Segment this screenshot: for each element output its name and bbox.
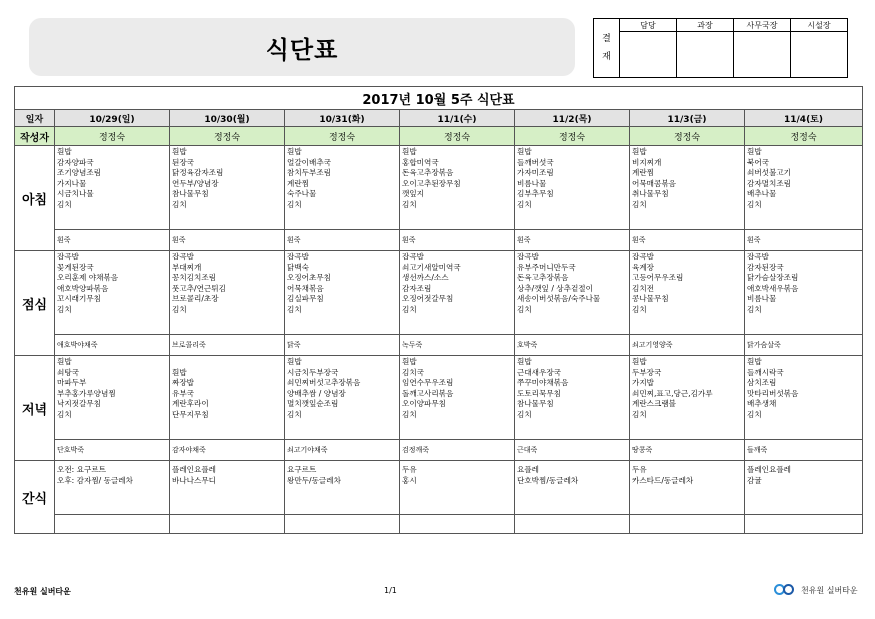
menu-cell xyxy=(170,146,285,230)
date-cell: 10/30(월) xyxy=(170,110,285,127)
menu-item: 김치 xyxy=(517,304,532,314)
writer-cell: 정정숙 xyxy=(285,127,400,146)
menu-item: 얼갈이배추국 xyxy=(287,157,332,167)
menu-item: 참나물무침 xyxy=(172,189,209,199)
menu-cell xyxy=(630,356,745,440)
porridge-cell: 흰죽 xyxy=(515,230,630,251)
menu-item: 김치 xyxy=(402,409,417,419)
meal-label-snack: 간식 xyxy=(15,461,55,534)
blank-cell xyxy=(400,515,515,534)
approval-box xyxy=(593,18,848,78)
date-label: 일자 xyxy=(15,110,55,127)
menu-item: 깻잎지 xyxy=(402,189,425,199)
snack-cell xyxy=(400,461,515,515)
menu-item: 유부국 xyxy=(172,388,195,398)
menu-item: 삼치조림 xyxy=(747,378,777,388)
porridge-cell: 녹두죽 xyxy=(400,335,515,356)
menu-item: 흰밥 xyxy=(172,367,187,377)
menu-item: 꽁치김치조림 xyxy=(172,273,217,283)
porridge-cell: 흰죽 xyxy=(285,230,400,251)
menu-item: 김치 xyxy=(747,304,762,314)
menu-cell xyxy=(170,356,285,440)
menu-item: 잡곡밥 xyxy=(517,252,540,261)
menu-item: 브로콜리/초장 xyxy=(172,294,219,304)
menu-item: 흰밥 xyxy=(402,357,417,366)
menu-item: 닭가슴살장조림 xyxy=(747,273,799,283)
menu-cell xyxy=(630,146,745,230)
menu-item: 배추나물 xyxy=(747,189,777,199)
snack-cell xyxy=(285,461,400,515)
menu-item: 시금치두부장국 xyxy=(287,367,339,377)
porridge-cell: 감자야채죽 xyxy=(170,440,285,461)
menu-item: 김치 xyxy=(57,199,72,209)
porridge-cell: 땅콩죽 xyxy=(630,440,745,461)
menu-item: 흰밥 xyxy=(57,147,72,156)
breakfast-row xyxy=(15,146,863,230)
menu-item: 감자된장국 xyxy=(747,262,784,272)
menu-item: 비지찌개 xyxy=(632,157,662,167)
approval-sign-cell[interactable] xyxy=(677,32,734,78)
porridge-cell: 애호박야채죽 xyxy=(55,335,170,356)
menu-item: 계란후라이 xyxy=(172,399,209,409)
menu-item: 근대새우장국 xyxy=(517,367,562,377)
menu-item: 고등어무우조림 xyxy=(632,273,684,283)
menu-item: 짜장밥 xyxy=(172,378,195,388)
menu-cell xyxy=(400,356,515,440)
menu-cell xyxy=(285,356,400,440)
menu-item: 된장국 xyxy=(172,157,195,167)
menu-item: 비름나물 xyxy=(747,294,777,304)
menu-item: 김치 xyxy=(57,304,72,314)
menu-cell xyxy=(285,146,400,230)
menu-item: 잡곡밥 xyxy=(172,252,195,261)
menu-item: 북어국 xyxy=(747,157,770,167)
writer-cell: 정정숙 xyxy=(400,127,515,146)
menu-cell xyxy=(170,251,285,335)
menu-item: 잡곡밥 xyxy=(747,252,770,261)
menu-item: 김치 xyxy=(517,409,532,419)
approval-sign-cell[interactable] xyxy=(791,32,848,78)
menu-item: 꼬시래기무침 xyxy=(57,294,102,304)
menu-item: 쇠민찌,표고,당근,김가루 xyxy=(632,388,713,398)
menu-item: 흰밥 xyxy=(632,147,647,156)
menu-item: 감자멸치조림 xyxy=(747,178,792,188)
menu-item: 계란찜 xyxy=(287,178,310,188)
menu-item: 감자양파국 xyxy=(57,157,94,167)
table-caption: 2017년 10월 5주 식단표 xyxy=(15,87,863,110)
menu-item: 요구르트 xyxy=(287,465,317,474)
menu-item: 유부주머니만두국 xyxy=(517,262,576,272)
menu-item: 콩나물무침 xyxy=(632,294,669,304)
menu-item: 왕만두/동글레차 xyxy=(287,475,341,485)
menu-item: 오징어초무침 xyxy=(287,273,332,283)
menu-item: 김치 xyxy=(632,409,647,419)
menu-item: 김치 xyxy=(287,199,302,209)
menu-item: 플레인요플레 xyxy=(747,465,792,474)
menu-item: 김실파무침 xyxy=(287,294,324,304)
menu-item: 김치 xyxy=(402,199,417,209)
menu-item: 닭백숙 xyxy=(287,262,310,272)
menu-item: 상추/깻잎 / 상추겉절이 xyxy=(517,283,593,293)
snack-cell xyxy=(55,461,170,515)
menu-cell xyxy=(400,146,515,230)
menu-item: 애호박양파볶음 xyxy=(57,283,109,293)
menu-item: 임연수무우조림 xyxy=(402,378,454,388)
menu-item: 쇠탕국 xyxy=(57,367,80,377)
menu-item: 비름나물 xyxy=(517,178,547,188)
menu-cell xyxy=(630,251,745,335)
menu-item: 들깨시락국 xyxy=(747,367,784,377)
logo-text: 천유원 실버타운 xyxy=(801,585,858,595)
porridge-cell: 흰죽 xyxy=(630,230,745,251)
menu-item: 흰밥 xyxy=(287,357,302,366)
menu-cell xyxy=(515,356,630,440)
menu-item: 취나물무침 xyxy=(632,189,669,199)
menu-item: 김치 xyxy=(172,199,187,209)
menu-item: 김치 xyxy=(402,304,417,314)
menu-item: 홍합미역국 xyxy=(402,157,439,167)
menu-item: 부대찌개 xyxy=(172,262,202,272)
menu-item: 풋고추/연근튀김 xyxy=(172,283,226,293)
menu-item: 요플레 xyxy=(517,465,540,474)
porridge-cell: 흰죽 xyxy=(745,230,863,251)
menu-item: 새송이버섯볶음/숙주나물 xyxy=(517,294,601,304)
footer-logo xyxy=(774,582,858,598)
approval-sign-cell[interactable] xyxy=(620,32,677,78)
porridge-cell: 단호박죽 xyxy=(55,440,170,461)
writer-cell: 정정숙 xyxy=(170,127,285,146)
menu-item: 바나나스무디 xyxy=(172,475,217,485)
lunch-row xyxy=(15,251,863,335)
menu-item: 김치 xyxy=(632,199,647,209)
menu-item: 김치 xyxy=(517,199,532,209)
date-cell: 11/2(목) xyxy=(515,110,630,127)
menu-item: 흰밥 xyxy=(747,147,762,156)
porridge-cell: 닭가슴살죽 xyxy=(745,335,863,356)
approval-label: 결 재 xyxy=(594,19,620,78)
menu-item: 애호박새우볶음 xyxy=(747,283,799,293)
menu-item: 감귤 xyxy=(747,475,762,485)
menu-item: 들깨버섯국 xyxy=(517,157,554,167)
menu-item: 흰밥 xyxy=(632,357,647,366)
menu-cell xyxy=(55,146,170,230)
menu-item: 꽃게된장국 xyxy=(57,262,94,272)
blank-cell xyxy=(285,515,400,534)
menu-cell xyxy=(55,251,170,335)
menu-item: 맛타리버섯볶음 xyxy=(747,388,799,398)
menu-item: 흰밥 xyxy=(517,357,532,366)
menu-item: 김치 xyxy=(172,304,187,314)
menu-item: 흰밥 xyxy=(172,147,187,156)
porridge-cell: 흰죽 xyxy=(400,230,515,251)
menu-item: 홍시 xyxy=(402,475,417,485)
menu-cell xyxy=(745,356,863,440)
menu-item: 김치 xyxy=(747,409,762,419)
snack-row xyxy=(15,461,863,515)
menu-item: 배추생채 xyxy=(747,399,777,409)
menu-item: 잡곡밥 xyxy=(632,252,655,261)
menu-item: 단무지무침 xyxy=(172,409,209,419)
writer-cell: 정정숙 xyxy=(745,127,863,146)
menu-item: 돌깨고사리볶음 xyxy=(402,388,454,398)
writer-row xyxy=(15,127,863,146)
menu-item: 김치전 xyxy=(632,283,655,293)
menu-item: 낙지젓갈무침 xyxy=(57,399,102,409)
date-cell: 11/3(금) xyxy=(630,110,745,127)
dinner-row xyxy=(15,356,863,440)
breakfast-porridge-row xyxy=(15,230,863,251)
writer-label: 작성자 xyxy=(15,127,55,146)
menu-item: 김치 xyxy=(287,409,302,419)
menu-item: 오징어젓갈무침 xyxy=(402,294,454,304)
menu-item: 두부장국 xyxy=(632,367,662,377)
approval-role: 사무국장 xyxy=(734,19,791,32)
menu-item: 숙주나물 xyxy=(287,189,317,199)
approval-role: 시설장 xyxy=(791,19,848,32)
blank-cell xyxy=(55,515,170,534)
writer-cell: 정정숙 xyxy=(630,127,745,146)
menu-item: 오후: 감자찜/ 동글레차 xyxy=(57,475,133,485)
menu-cell xyxy=(745,251,863,335)
writer-cell: 정정숙 xyxy=(515,127,630,146)
lunch-porridge-row xyxy=(15,335,863,356)
meal-label-dinner: 저녁 xyxy=(15,356,55,461)
page-title: 식단표 xyxy=(265,35,339,64)
blank-cell xyxy=(515,515,630,534)
footer-org: 천유원 실버타운 xyxy=(14,587,71,596)
menu-item: 쭈꾸미야채볶음 xyxy=(517,378,569,388)
menu-item: 양배추쌈 / 양념장 xyxy=(287,388,346,398)
menu-item: 가자미조림 xyxy=(517,168,554,178)
menu-item: 시금치나물 xyxy=(57,189,94,199)
menu-item: 잡곡밥 xyxy=(402,252,425,261)
approval-role: 과장 xyxy=(677,19,734,32)
menu-item: 흰밥 xyxy=(57,357,72,366)
menu-item: 김치 xyxy=(632,304,647,314)
menu-item: 부추홍가루양념찜 xyxy=(57,388,116,398)
date-cell: 10/31(화) xyxy=(285,110,400,127)
page-number: 1/1 xyxy=(384,586,397,595)
menu-item: 계란찜 xyxy=(632,168,655,178)
menu-item: 흰밥 xyxy=(287,147,302,156)
snack-cell xyxy=(630,461,745,515)
menu-item xyxy=(172,357,284,368)
menu-item: 카스타드/동글레차 xyxy=(632,475,694,485)
menu-item: 마파두부 xyxy=(57,378,87,388)
menu-item: 오이양파무침 xyxy=(402,399,447,409)
menu-item: 두유 xyxy=(632,465,647,474)
menu-item: 돈육고추장볶음 xyxy=(517,273,569,283)
porridge-cell: 브로콜리죽 xyxy=(170,335,285,356)
porridge-cell: 쇠고기야채죽 xyxy=(285,440,400,461)
title-box xyxy=(29,18,575,76)
menu-item: 도토리묵무침 xyxy=(517,388,562,398)
menu-item: 김치 xyxy=(287,304,302,314)
menu-item: 쇠버섯불고기 xyxy=(747,168,792,178)
menu-cell xyxy=(515,251,630,335)
date-cell: 11/1(수) xyxy=(400,110,515,127)
menu-item: 김치 xyxy=(57,409,72,419)
menu-item: 어묵매콤볶음 xyxy=(632,178,677,188)
menu-item: 닭정육감자조림 xyxy=(172,168,224,178)
menu-item: 쇠민찌버섯고추장볶음 xyxy=(287,378,361,388)
snack-blank-row xyxy=(15,515,863,534)
snack-cell xyxy=(170,461,285,515)
menu-item: 가지나물 xyxy=(57,178,87,188)
menu-table xyxy=(14,86,863,534)
menu-item: 오리훈제 야채볶음 xyxy=(57,273,119,283)
writer-cell: 정정숙 xyxy=(55,127,170,146)
menu-item: 육계장 xyxy=(632,262,655,272)
menu-cell xyxy=(285,251,400,335)
porridge-cell: 근대죽 xyxy=(515,440,630,461)
porridge-cell: 검정깨죽 xyxy=(400,440,515,461)
menu-item: 김치 xyxy=(747,199,762,209)
menu-cell xyxy=(400,251,515,335)
porridge-cell: 흰죽 xyxy=(55,230,170,251)
menu-item: 잡곡밥 xyxy=(57,252,80,261)
porridge-cell: 호박죽 xyxy=(515,335,630,356)
blank-cell xyxy=(170,515,285,534)
menu-item: 참나물무침 xyxy=(517,399,554,409)
menu-item: 김치국 xyxy=(402,367,425,377)
menu-item: 흰밥 xyxy=(402,147,417,156)
menu-item: 플레인요플레 xyxy=(172,465,217,474)
menu-item: 연두부/양념장 xyxy=(172,178,219,188)
menu-item: 생선까스/소스 xyxy=(402,273,449,283)
menu-item: 멸치깻잎순조림 xyxy=(287,399,339,409)
meal-label-lunch: 점심 xyxy=(15,251,55,356)
menu-item: 두유 xyxy=(402,465,417,474)
menu-item: 계란스크램블 xyxy=(632,399,677,409)
menu-item: 참치두부조림 xyxy=(287,168,332,178)
menu-cell xyxy=(515,146,630,230)
porridge-cell: 닭죽 xyxy=(285,335,400,356)
dinner-porridge-row xyxy=(15,440,863,461)
menu-item: 단호박찜/동글레차 xyxy=(517,475,579,485)
porridge-cell: 흰죽 xyxy=(170,230,285,251)
approval-role: 담당 xyxy=(620,19,677,32)
menu-item: 잡곡밥 xyxy=(287,252,310,261)
menu-item: 흰밥 xyxy=(517,147,532,156)
menu-item: 김부추무침 xyxy=(517,189,554,199)
menu-item: 가지밥 xyxy=(632,378,655,388)
blank-cell xyxy=(630,515,745,534)
menu-item: 조기양념조림 xyxy=(57,168,102,178)
date-cell: 11/4(토) xyxy=(745,110,863,127)
date-row xyxy=(15,110,863,127)
menu-cell xyxy=(745,146,863,230)
menu-item: 어묵채볶음 xyxy=(287,283,324,293)
snack-cell xyxy=(515,461,630,515)
logo-icon xyxy=(774,582,798,598)
snack-cell xyxy=(745,461,863,515)
blank-cell xyxy=(745,515,863,534)
porridge-cell: 쇠고기영양죽 xyxy=(630,335,745,356)
menu-item: 오이고추된장무침 xyxy=(402,178,461,188)
menu-item: 쇠고기새알미역국 xyxy=(402,262,461,272)
date-cell: 10/29(일) xyxy=(55,110,170,127)
meal-label-breakfast: 아침 xyxy=(15,146,55,251)
porridge-cell: 들깨죽 xyxy=(745,440,863,461)
menu-item: 흰밥 xyxy=(747,357,762,366)
approval-sign-cell[interactable] xyxy=(734,32,791,78)
menu-item: 감자조림 xyxy=(402,283,432,293)
menu-item: 돈육고추장볶음 xyxy=(402,168,454,178)
menu-item: 오전: 요구르트 xyxy=(57,465,106,474)
menu-cell xyxy=(55,356,170,440)
